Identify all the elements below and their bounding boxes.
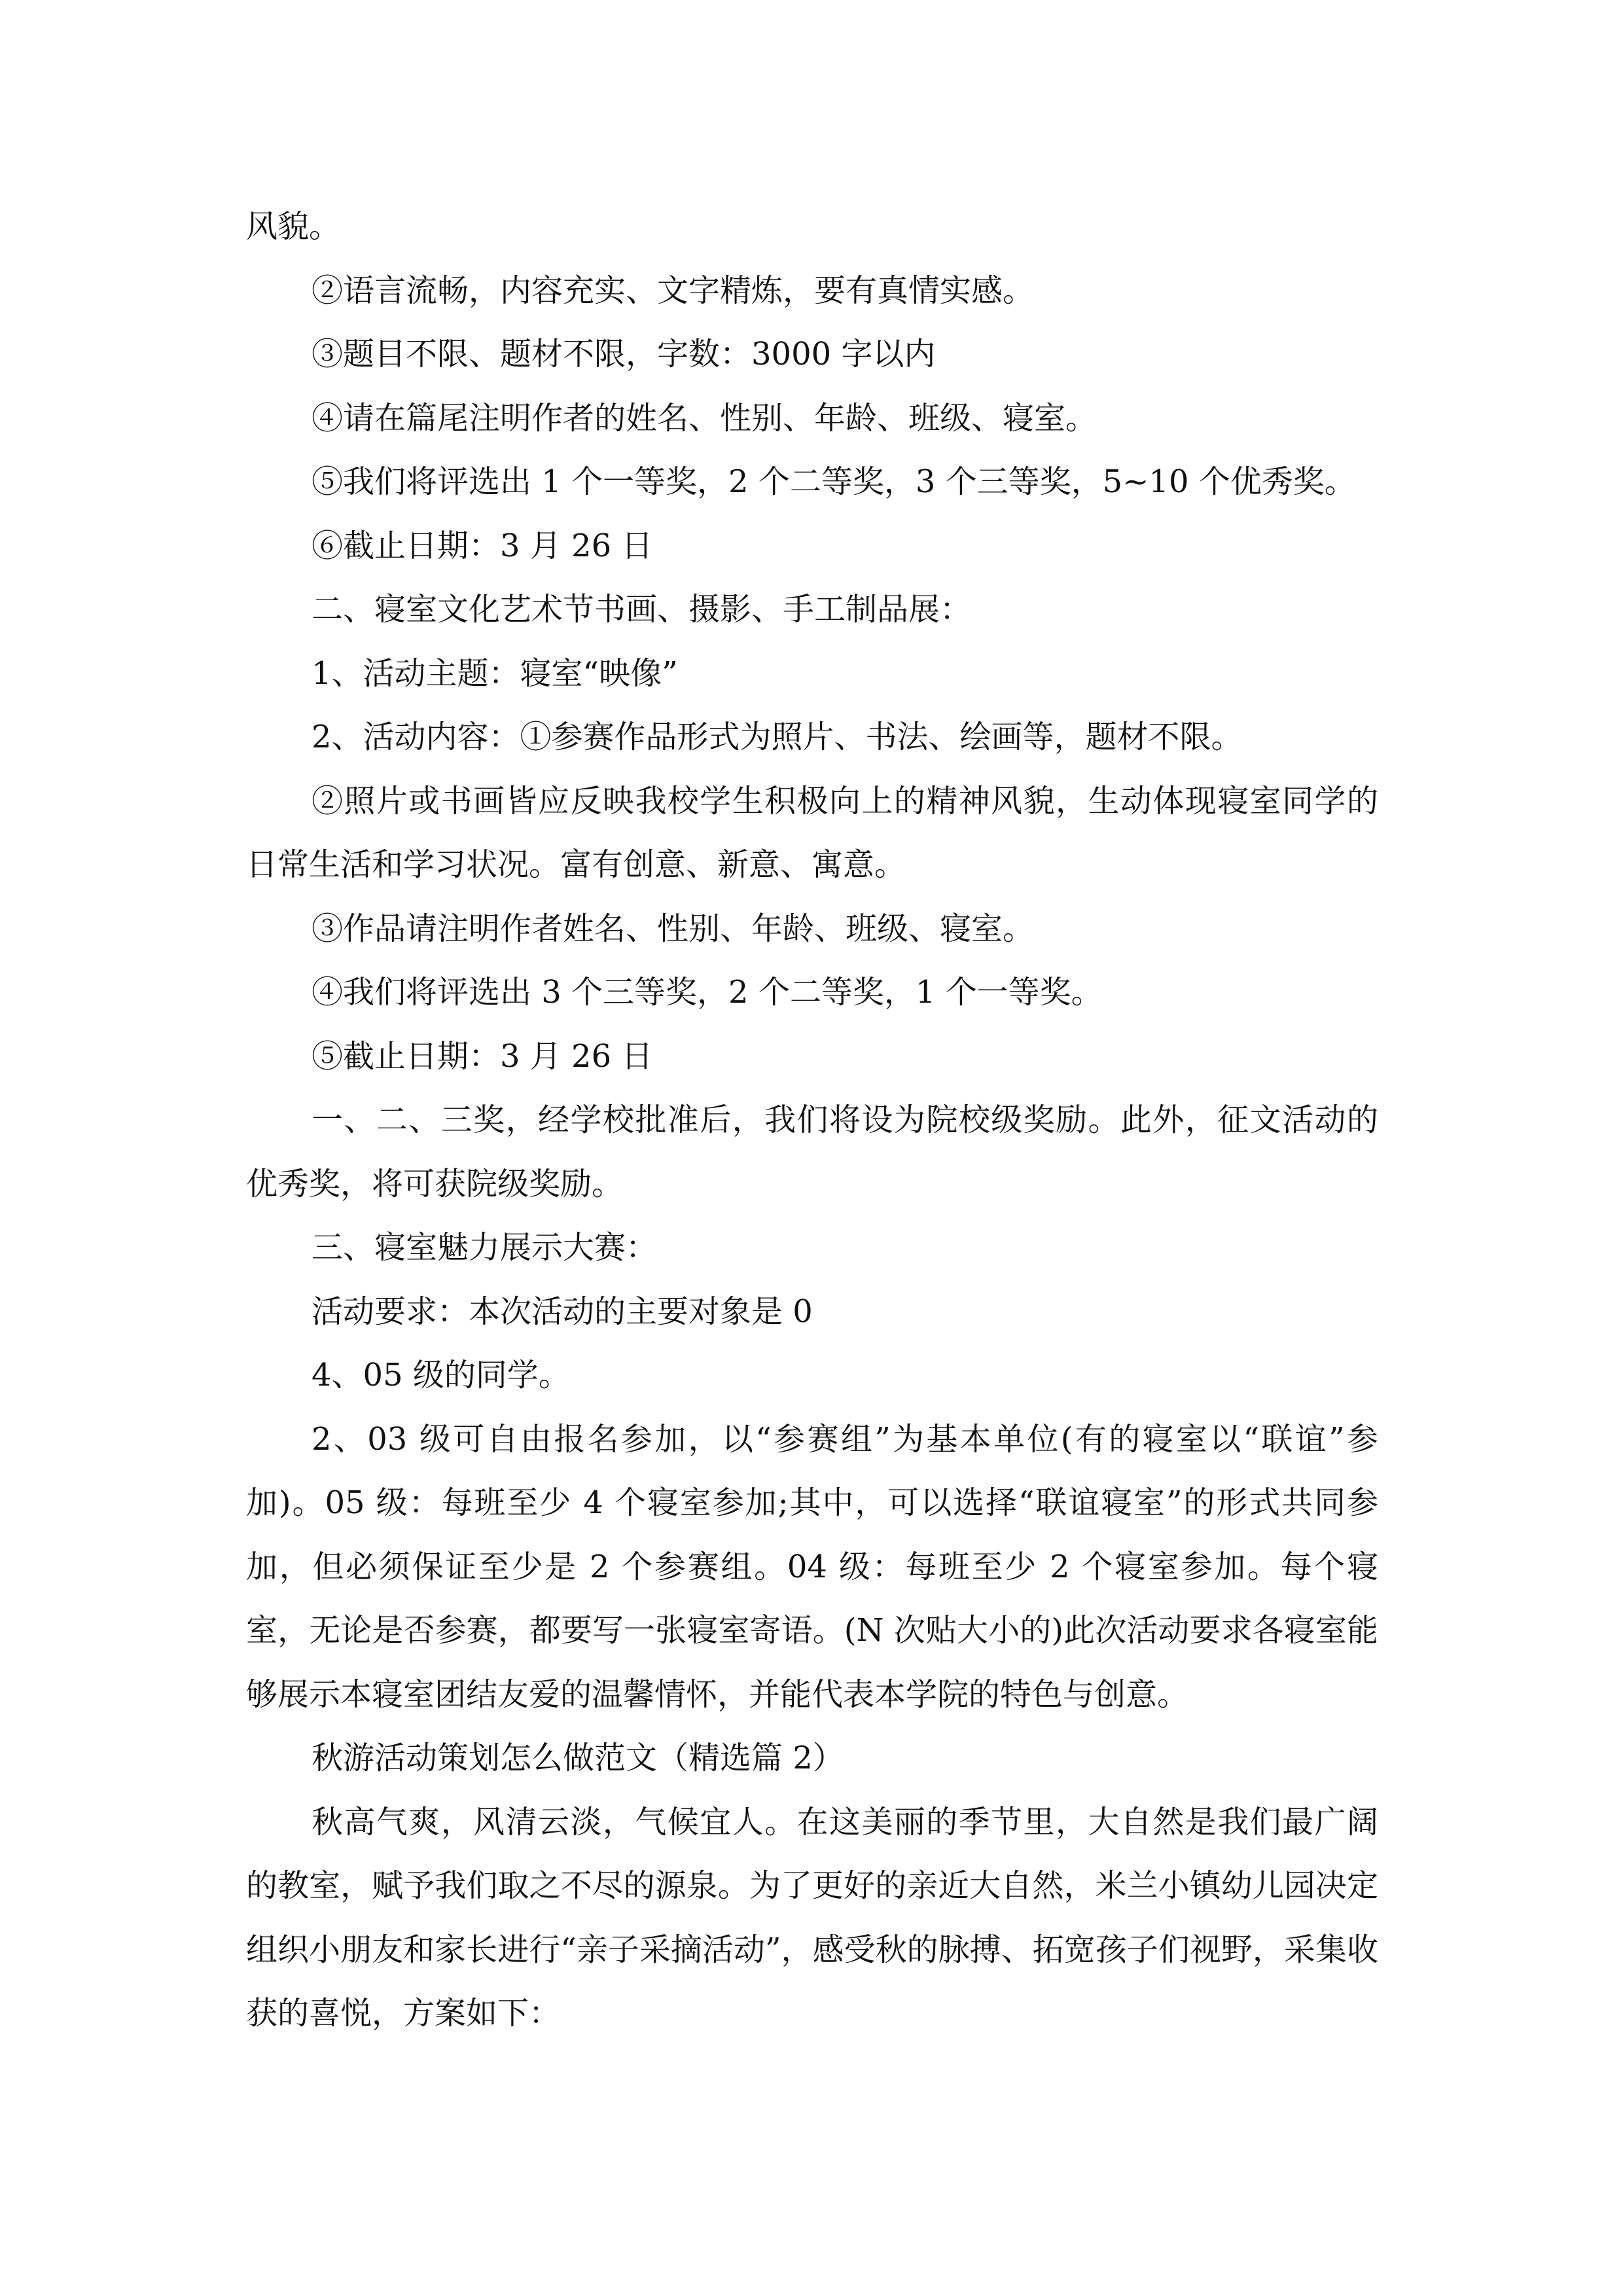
- paragraph: 2、活动内容：①参赛作品形式为照片、书法、绘画等，题材不限。: [312, 719, 1243, 755]
- paragraph: 秋高气爽，风清云淡，气候宜人。在这美丽的季节里，大自然是我们最广阔的教室，赋予我们取之不尽的源泉。为了更好的亲近大自然，米兰小镇幼儿园决定组织小朋友和家长进行“亲子采摘活动”，感受秋的脉搏、拓宽孩子们视野，采集收获的喜悦，方案如下：: [246, 1803, 1378, 2032]
- paragraph: ②语言流畅，内容充实、文字精炼，要有真情实感。: [312, 272, 1035, 309]
- paragraph: 4、05 级的同学。: [312, 1357, 570, 1393]
- paragraph: ⑥截止日期：3 月 26 日: [312, 527, 653, 564]
- paragraph: ⑤截止日期：3 月 26 日: [312, 1037, 653, 1075]
- paragraph: 1、活动主题：寝室“映像”: [312, 655, 678, 692]
- article-title: 秋游活动策划怎么做范文（精选篇 2）: [312, 1740, 844, 1776]
- paragraph: 一、二、三奖，经学校批准后，我们将设为院校级奖励。此外，征文活动的优秀奖，将可获院级奖励。: [246, 1102, 1378, 1202]
- section-heading: 三、寝室魅力展示大赛：: [312, 1229, 658, 1266]
- paragraph: 风貌。: [246, 208, 341, 245]
- paragraph: ②照片或书画皆应反映我校学生积极向上的精神风貌，生动体现寝室同学的日常生活和学习状况。富有创意、新意、寓意。: [246, 782, 1378, 883]
- paragraph: ④我们将评选出 3 个三等奖，2 个二等奖，1 个一等奖。: [312, 974, 1103, 1011]
- paragraph: 活动要求：本次活动的主要对象是 0: [312, 1293, 813, 1330]
- paragraph: ③题目不限、题材不限，字数：3000 字以内: [312, 336, 936, 372]
- paragraph: ④请在篇尾注明作者的姓名、性别、年龄、班级、寝室。: [312, 399, 1097, 437]
- paragraph: ⑤我们将评选出 1 个一等奖，2 个二等奖，3 个三等奖，5~10 个优秀奖。: [312, 463, 1356, 500]
- paragraph: ③作品请注明作者姓名、性别、年龄、班级、寝室。: [312, 910, 1035, 947]
- paragraph: 2、03 级可自由报名参加，以“参赛组”为基本单位(有的寝室以“联谊”参加)。05 级：每班至少 4 个寝室参加;其中，可以选择“联谊寝室”的形式共同参加，但必须保证至少是 2 个参赛组。04 级：每班至少 2 个寝室参加。每个寝室，无论是否参赛，都要写一张寝室寄语。(N 次贴大小的)此次活动要求各寝室能够展示本寝室团结友爱的温馨情怀，并能代表本学院的特色与创意。: [246, 1420, 1378, 1713]
- section-heading: 二、寝室文化艺术节书画、摄影、手工制品展：: [312, 591, 972, 628]
- document-body: [246, 195, 1378, 2046]
